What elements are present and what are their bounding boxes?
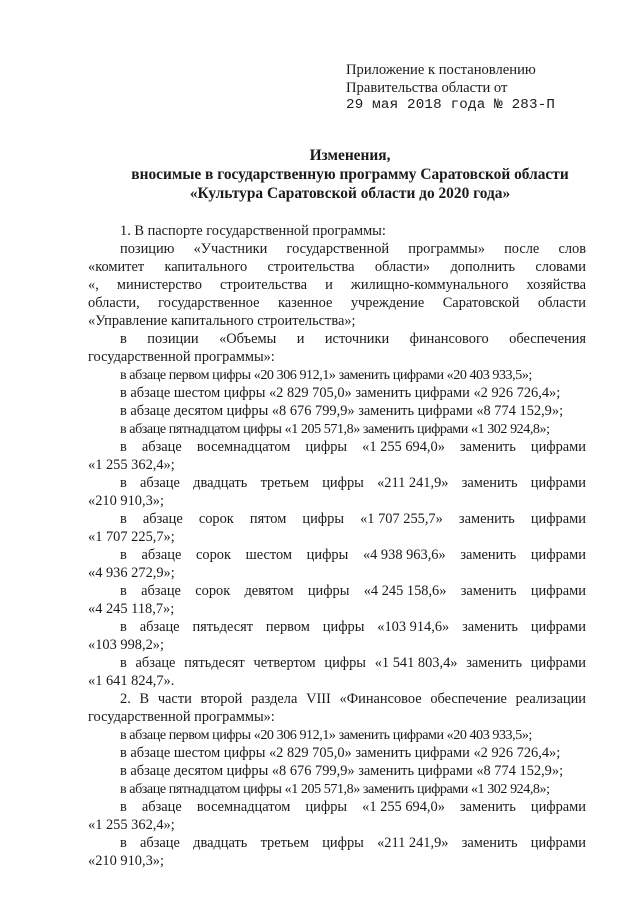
body-line: [120, 834, 586, 852]
body-word: цифры: [324, 655, 366, 671]
body-word: цифры: [322, 835, 364, 851]
body-word: области,: [88, 295, 140, 311]
body-word: «1 707 255,7»: [360, 511, 443, 527]
body-line: [120, 420, 550, 438]
body-word: источники: [324, 331, 390, 347]
body-word: заменить: [461, 475, 518, 491]
body-word: в абзаце шестом цифры «2 829 705,0» заменить цифрами «2 926 726,4»;: [120, 745, 561, 761]
body-word: раздела: [251, 691, 298, 707]
body-line: [120, 222, 386, 240]
body-word: цифрами: [530, 619, 586, 635]
body-word: в абзаце шестом цифры «2 829 705,0» заменить цифрами «2 926 726,4»;: [120, 385, 561, 401]
body-line: [120, 402, 563, 420]
body-word: в: [120, 619, 127, 635]
body-word: государственной программы»:: [88, 349, 275, 365]
body-word: заменить: [461, 835, 518, 851]
body-line: [88, 636, 164, 654]
body-word: учреждение: [350, 295, 425, 311]
body-word: позицию: [120, 241, 175, 257]
body-line: [88, 528, 175, 546]
body-word: в: [120, 331, 127, 347]
body-line: [88, 816, 175, 834]
body-word: «103 998,2»;: [88, 637, 164, 653]
body-word: области»: [374, 259, 431, 275]
body-line: [120, 690, 586, 708]
body-word: словами: [535, 259, 586, 275]
body-line: [120, 546, 586, 564]
body-word: в: [120, 583, 127, 599]
body-word: «1 255 362,4»;: [88, 817, 175, 833]
body-word: в: [120, 655, 127, 671]
body-word: и: [296, 331, 305, 347]
body-word: третьем: [260, 475, 309, 491]
body-word: и: [325, 277, 333, 293]
body-word: «Объемы: [219, 331, 277, 347]
body-line: [120, 618, 586, 636]
body-line: [88, 258, 586, 276]
body-word: заменить: [459, 799, 516, 815]
body-word: в абзаце пятнадцатом цифры «1 205 571,8» заменить цифрами «1 302 924,8»;: [120, 421, 550, 437]
body-word: цифры: [306, 547, 349, 563]
body-line: [88, 492, 164, 510]
body-word: восемнадцатом: [196, 439, 291, 455]
body-word: области: [537, 295, 586, 311]
body-word: цифры: [305, 439, 348, 455]
appendix-line: Правительства области от: [346, 79, 508, 96]
body-word: заменить: [462, 619, 518, 635]
body-word: «,: [88, 277, 99, 293]
body-word: двадцать: [193, 835, 248, 851]
body-line: [120, 762, 563, 780]
body-word: обеспечение: [430, 691, 507, 707]
body-line: [88, 294, 586, 312]
body-word: цифрами: [530, 511, 586, 527]
body-word: двадцать: [193, 475, 248, 491]
body-word: цифры: [307, 583, 350, 599]
body-word: «1 641 824,7».: [88, 673, 175, 689]
body-word: государственной: [286, 241, 390, 257]
body-word: после: [504, 241, 540, 257]
body-line: [120, 726, 532, 744]
body-word: строительства: [220, 277, 308, 293]
body-word: цифры: [322, 475, 364, 491]
body-line: [120, 744, 560, 762]
body-word: в: [120, 547, 127, 563]
body-line: [88, 456, 175, 474]
body-word: четвертом: [253, 655, 316, 671]
body-word: обеспечения: [509, 331, 586, 347]
body-word: абзаце: [140, 475, 180, 491]
body-word: сорок: [196, 547, 231, 563]
body-word: в абзаце десятом цифры «8 676 799,9» заменить цифрами «8 774 152,9»;: [120, 403, 564, 419]
appendix-line: Приложение к постановлению: [346, 62, 536, 78]
body-line: [88, 312, 356, 330]
body-word: девятом: [244, 583, 294, 599]
body-word: абзаце: [141, 439, 182, 455]
body-word: цифры: [302, 511, 344, 527]
body-word: «211 241,9»: [377, 475, 449, 491]
body-word: цифрами: [530, 439, 586, 455]
body-word: в абзаце пятнадцатом цифры «1 205 571,8» заменить цифрами «1 302 924,8»;: [120, 781, 550, 797]
body-line: [120, 366, 532, 384]
title-line: «Культура Саратовской области до 2020 года»: [189, 185, 511, 202]
body-word: абзаце: [141, 547, 182, 563]
body-word: «1 707 225,7»;: [88, 529, 175, 545]
body-line: [120, 438, 586, 456]
body-word: сорок: [198, 511, 234, 527]
body-word: в: [120, 475, 127, 491]
body-word: сорок: [195, 583, 231, 599]
body-word: программы»: [408, 241, 485, 257]
body-word: шестом: [245, 547, 292, 563]
body-word: цифрами: [530, 655, 586, 671]
body-line: [120, 240, 586, 258]
body-word: «Финансовое: [339, 691, 422, 707]
body-word: пятьдесят: [184, 655, 245, 671]
body-line: [120, 384, 560, 402]
body-word: «1 255 362,4»;: [88, 457, 175, 473]
body-line: [120, 510, 586, 528]
body-word: Саратовской: [442, 295, 520, 311]
body-word: цифры: [322, 619, 365, 635]
body-word: в: [120, 835, 127, 851]
body-word: третьем: [260, 835, 309, 851]
body-word: абзаце: [140, 835, 180, 851]
body-word: «210 910,3»;: [88, 853, 164, 869]
body-word: заменить: [460, 547, 517, 563]
body-word: пятом: [249, 511, 287, 527]
body-word: государственное: [158, 295, 260, 311]
body-word: реализации: [515, 691, 586, 707]
body-word: В: [139, 691, 150, 707]
body-word: 1. В паспорте государственной программы:: [120, 223, 386, 239]
body-line: [88, 852, 164, 870]
appendix-block: [346, 62, 606, 115]
body-word: «4 245 158,6»: [363, 583, 447, 599]
body-word: позиции: [147, 331, 199, 347]
body-word: цифрами: [530, 835, 586, 851]
body-word: восемнадцатом: [196, 799, 291, 815]
body-word: в: [120, 439, 127, 455]
appendix-resolution-number: 29 мая 2018 года № 283-П: [346, 97, 556, 114]
body-word: цифрами: [530, 547, 586, 563]
body-word: дополнить: [450, 259, 516, 275]
body-line: [88, 708, 275, 726]
body-line: [88, 672, 174, 690]
body-word: первом: [265, 619, 310, 635]
body-word: в: [120, 799, 127, 815]
body-word: «211 241,9»: [377, 835, 449, 851]
body-word: VIII: [306, 691, 331, 707]
body-word: второй: [200, 691, 243, 707]
body-word: 2.: [120, 691, 131, 707]
body-word: в абзаце первом цифры «20 306 912,1» заменить цифрами «20 403 933,5»;: [120, 727, 532, 743]
body-word: «4 938 963,6»: [362, 547, 446, 563]
document-title: [60, 146, 640, 203]
body-word: заменить: [466, 655, 523, 671]
body-line: [88, 276, 586, 294]
body-word: цифрами: [530, 583, 586, 599]
body-word: слов: [558, 241, 586, 257]
body-word: министерство: [116, 277, 202, 293]
body-word: «1 255 694,0»: [362, 439, 445, 455]
body-word: в абзаце десятом цифры «8 676 799,9» заменить цифрами «8 774 152,9»;: [120, 763, 564, 779]
body-word: абзаце: [141, 583, 181, 599]
body-word: «4 936 272,9»;: [88, 565, 175, 581]
body-word: «210 910,3»;: [88, 493, 164, 509]
body-line: [120, 780, 550, 798]
body-word: пятьдесят: [192, 619, 253, 635]
body-word: «103 914,6»: [377, 619, 450, 635]
body-word: государственной программы»:: [88, 709, 275, 725]
body-line: [120, 654, 586, 672]
body-word: «Участники: [193, 241, 268, 257]
body-line: [120, 474, 586, 492]
body-word: цифрами: [530, 799, 586, 815]
body-word: «Управление капитального строительства»;: [88, 313, 356, 329]
body-word: хозяйства: [526, 277, 586, 293]
body-line: [120, 798, 586, 816]
body-line: [88, 600, 174, 618]
body-word: в: [120, 511, 127, 527]
body-line: [88, 564, 175, 582]
title-line: вносимые в государственную программу Саратовской области: [131, 166, 569, 183]
body-word: казенное: [277, 295, 333, 311]
body-word: цифры: [305, 799, 348, 815]
body-word: строительства: [267, 259, 355, 275]
body-word: «1 541 803,4»: [374, 655, 458, 671]
body-word: заменить: [458, 511, 515, 527]
body-word: жилищно-коммунального: [350, 277, 509, 293]
body-line: [88, 348, 275, 366]
body-word: абзаце: [142, 511, 183, 527]
body-word: заменить: [459, 439, 516, 455]
body-word: «1 255 694,0»: [362, 799, 445, 815]
body-line: [120, 582, 586, 600]
body-word: части: [157, 691, 192, 707]
body-word: «4 245 118,7»;: [88, 601, 175, 617]
body-word: в абзаце первом цифры «20 306 912,1» заменить цифрами «20 403 933,5»;: [120, 367, 532, 383]
body-word: абзаце: [141, 799, 182, 815]
body-word: абзаце: [135, 655, 176, 671]
body-word: финансового: [409, 331, 489, 347]
title-line: Изменения,: [309, 147, 391, 164]
body-word: «комитет: [88, 259, 145, 275]
body-word: цифрами: [530, 475, 586, 491]
body-word: заменить: [460, 583, 517, 599]
body-word: капитального: [164, 259, 248, 275]
body-word: абзаце: [139, 619, 180, 635]
body-line: [120, 330, 586, 348]
